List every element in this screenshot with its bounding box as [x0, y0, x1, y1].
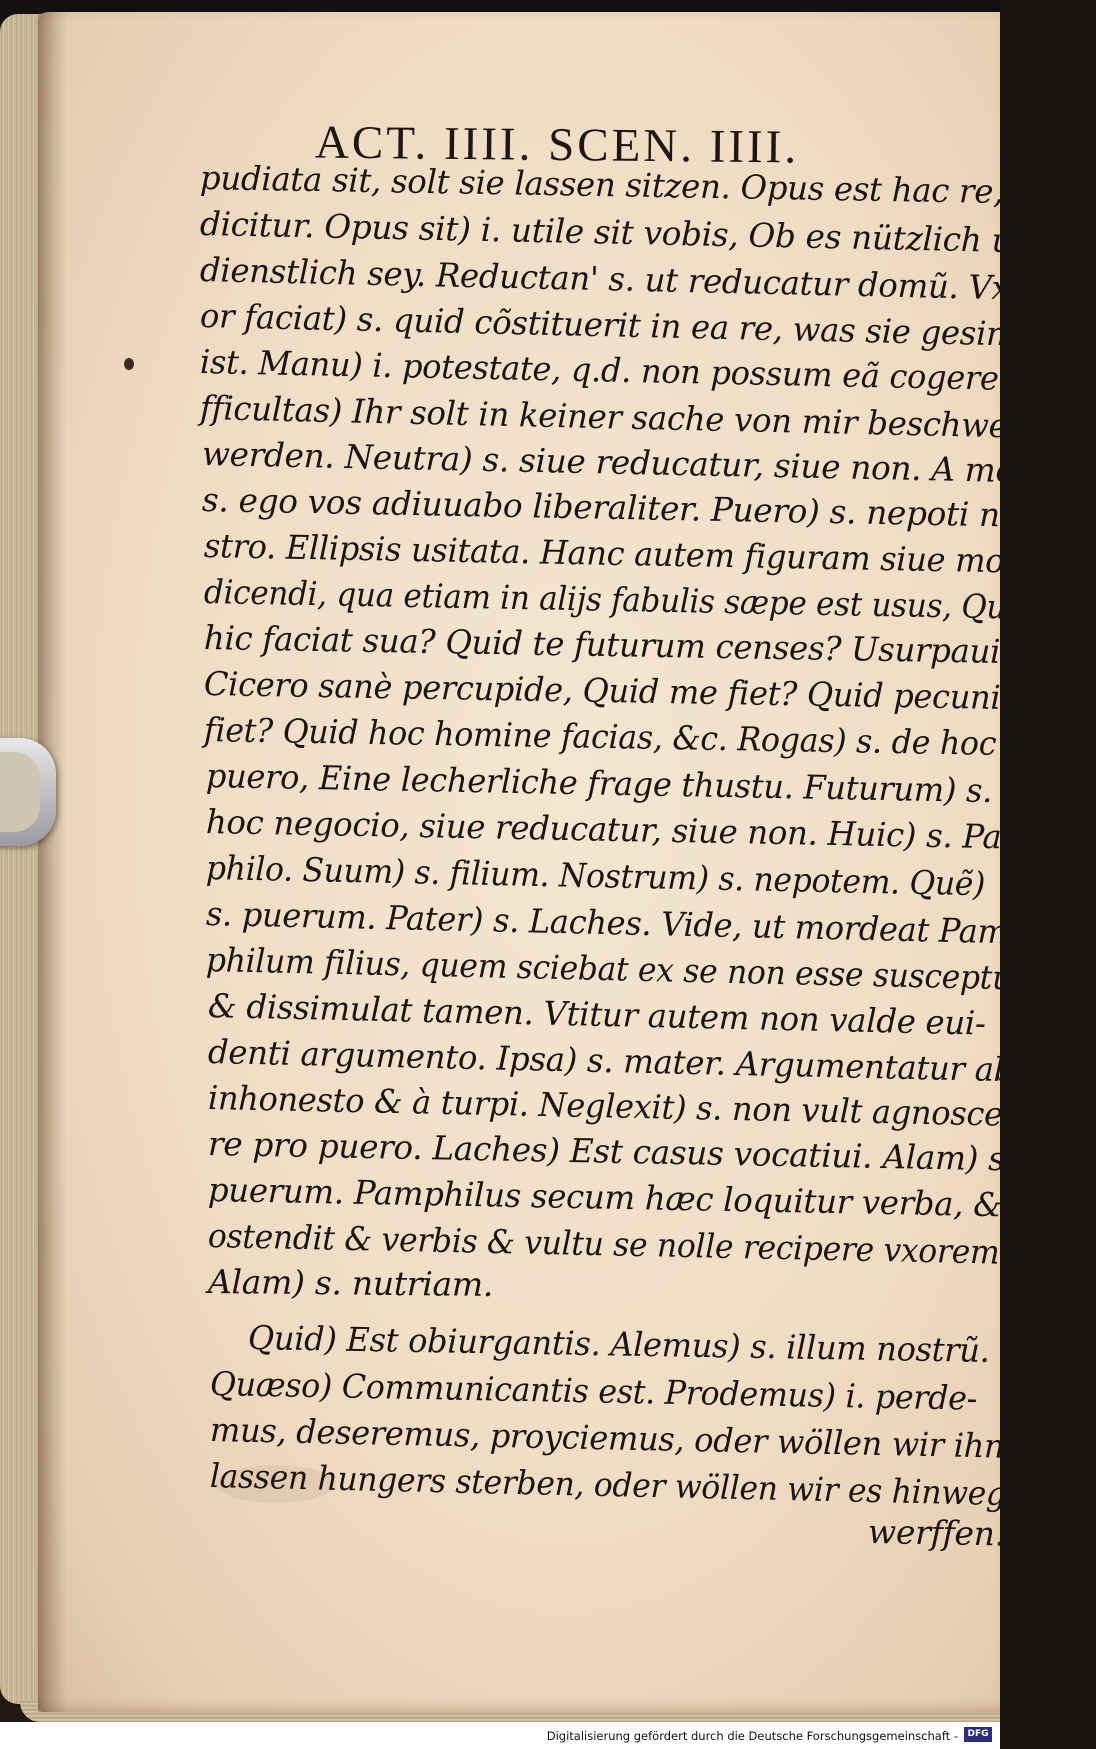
text-line: dienstlich sey. Reductan' s. ut reducatur domũ. Vx-	[199, 250, 1020, 308]
running-heading: ACT. IIII. SCEN. IIII.	[314, 116, 800, 174]
dfg-logo: DFG	[964, 1727, 992, 1742]
text-line: mus, deseremus, proyciemus, oder wöllen wir ihn	[209, 1410, 1005, 1466]
text-line: ostendit & verbis & vultu se nolle recipere vxorem.	[207, 1216, 1010, 1272]
ink-speck	[124, 358, 134, 370]
gutter-shadow	[38, 12, 68, 1712]
text-line: denti argumento. Ipsa) s. mater. Argumentatur ab	[207, 1032, 1015, 1090]
text-line: puero, Eine lecherliche frage thustu. Futurum) s. in	[205, 756, 1033, 811]
text-line: pudiata sit, solt sie lassen sitzen. Opus est hac re, antiq	[199, 158, 1096, 213]
text-line: s. puerum. Pater) s. Laches. Vide, ut mordeat Pam-	[205, 894, 1019, 952]
clasp-inner	[0, 752, 40, 832]
text-line: inhonesto & à turpi. Neglexit) s. non vult agnosce-	[207, 1078, 1014, 1134]
text-line: dicitur. Opus sit) i. utile sit vobis, Ob es nützlich und	[199, 204, 1055, 261]
text-line: fficultas) Ihr solt in keiner sache von mir beschwert	[199, 388, 1036, 446]
text-line: philo. Suum) s. filium. Nostrum) s. nepotem. Quẽ)	[205, 848, 986, 904]
text-line: Cicero sanè percupide, Quid me fiet? Quid pecunia	[203, 664, 1020, 718]
text-line: re pro puero. Laches) Est casus vocatiui. Alam) s.	[207, 1124, 1016, 1179]
text-line: philum filius, quem sciebat ex se non esse susceptum,	[205, 940, 1052, 999]
text-line: puerum. Pamphilus secum hæc loquitur verba, &	[207, 1170, 1003, 1225]
text-line: & dissimulat tamen. Vtitur autem non valde eui-	[207, 986, 987, 1043]
text-line: fiet? Quid hoc homine facias, &c. Rogas) s. de hoc	[203, 710, 997, 763]
text-line: Alam) s. nutriam.	[207, 1262, 494, 1304]
text-line: lassen hungers sterben, oder wöllen wir es hinweg	[209, 1456, 1007, 1514]
text-line: hic faciat sua? Quid te futurum censes? Usurpauit	[203, 618, 1014, 672]
text-line: or faciat) s. quid cõstituerit in ea re, was sie gesinnet	[199, 296, 1060, 355]
text-line: dicendi, qua etiam in alijs fabulis sæpe est usus, Quid	[203, 572, 1036, 627]
text-line: stro. Ellipsis usitata. Hanc autem figuram siue morẽ	[203, 526, 1039, 582]
text-line: ist. Manu) i. potestate, q.d. non possum eã cogere. Di-	[199, 342, 1065, 400]
text-line: hoc negocio, siue reducatur, siue non. Huic) s. Pam-	[205, 802, 1043, 858]
text-line: werden. Neutra) s. siue reducatur, siue non. A me)	[201, 434, 1028, 491]
text-line: werffen.	[867, 1512, 1006, 1554]
text-line: s. ego vos adiuuabo liberaliter. Puero) s. nepoti no-	[201, 480, 1031, 535]
text-line: Quid) Est obiurgantis. Alemus) s. illum nostrũ.	[247, 1318, 990, 1370]
text-line: Quæso) Communicantis est. Prodemus) i. perde-	[209, 1364, 978, 1418]
funding-credit: Digitalisierung gefördert durch die Deutsche Forschungsgemeinschaft -	[546, 1729, 958, 1743]
